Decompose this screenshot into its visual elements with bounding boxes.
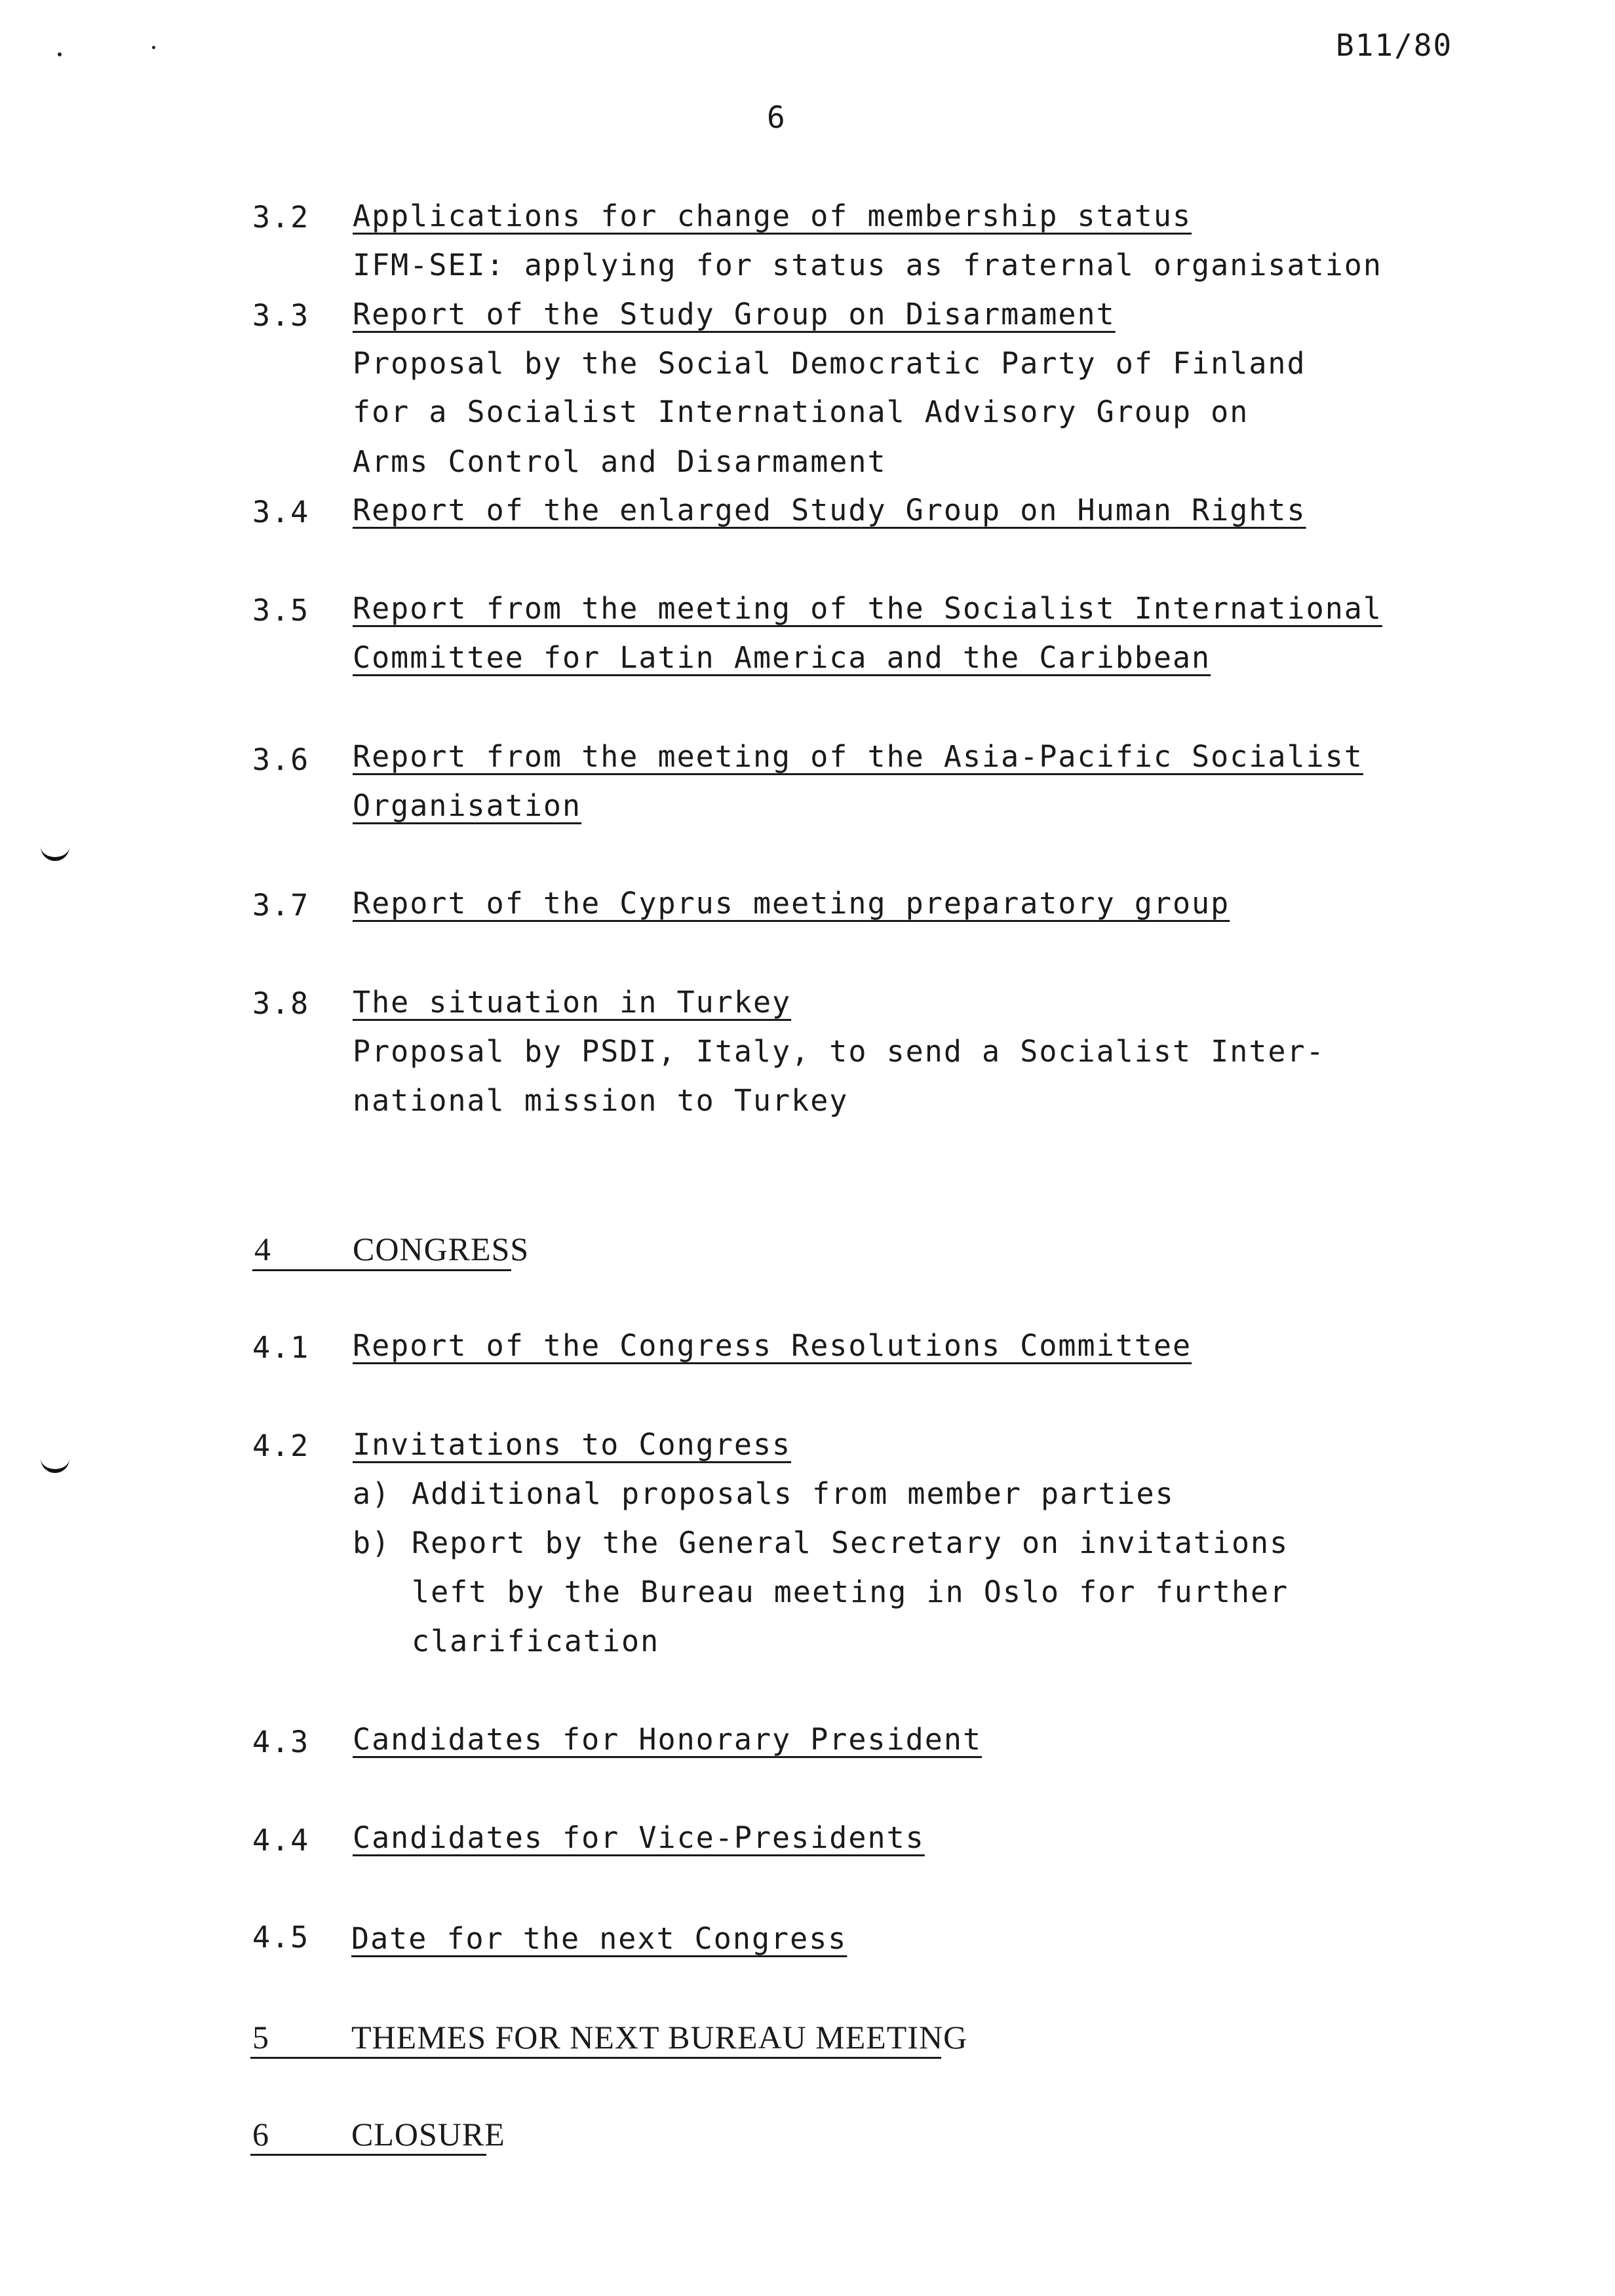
item-detail: for a Socialist International Advisory Group on — [353, 394, 1249, 429]
section-title: THEMES FOR NEXT BUREAU MEETING — [351, 2019, 968, 2056]
item-number: 4.5 — [252, 1920, 310, 1955]
sub-item-text: Additional proposals from member parties — [412, 1476, 1175, 1511]
item-title: Applications for change of membership status — [353, 199, 1192, 233]
section-number: 6 — [252, 2116, 269, 2152]
section-title: CONGRESS — [353, 1231, 530, 1267]
punch-mark — [41, 844, 69, 861]
item-number: 3.2 — [252, 200, 310, 235]
section-number: 4 — [254, 1231, 271, 1267]
item-number: 3.8 — [252, 986, 310, 1021]
item-number: 3.7 — [252, 888, 310, 923]
section-title: CLOSURE — [351, 2116, 505, 2152]
item-title: Report of the Study Group on Disarmament — [353, 297, 1116, 332]
section-rule — [252, 1269, 511, 1271]
sub-item-label: b) — [353, 1525, 391, 1560]
item-title: Organisation — [353, 788, 582, 823]
item-number: 3.3 — [252, 298, 310, 333]
item-detail: IFM-SEI: applying for status as fraternal organisation — [353, 248, 1382, 282]
scan-speck — [152, 46, 155, 49]
section-rule — [250, 2057, 941, 2059]
item-number: 4.2 — [252, 1428, 310, 1463]
sub-item-text: left by the Bureau meeting in Oslo for further — [412, 1575, 1289, 1609]
item-title: Report from the meeting of the Socialist International — [353, 591, 1382, 626]
item-number: 3.4 — [252, 495, 310, 529]
item-detail: Proposal by PSDI, Italy, to send a Socialist Inter- — [353, 1034, 1325, 1069]
item-number: 4.1 — [252, 1330, 310, 1365]
section-rule — [250, 2154, 486, 2156]
sub-item-label: a) — [353, 1476, 391, 1511]
item-title: Candidates for Vice-Presidents — [353, 1820, 925, 1855]
item-number: 3.5 — [252, 593, 310, 628]
item-title: Candidates for Honorary President — [353, 1722, 983, 1757]
item-title: Report of the Congress Resolutions Committee — [353, 1328, 1192, 1363]
sub-item-text: Report by the General Secretary on invitations — [412, 1525, 1289, 1560]
item-title: Report from the meeting of the Asia-Pacific Socialist — [353, 739, 1363, 774]
document-reference: B11/80 — [1336, 28, 1453, 63]
item-number: 4.3 — [252, 1725, 310, 1759]
item-detail: national mission to Turkey — [353, 1083, 849, 1118]
punch-mark — [41, 1456, 69, 1473]
item-title: Committee for Latin America and the Caribbean — [353, 640, 1211, 675]
item-number: 4.4 — [252, 1823, 310, 1858]
section-number: 5 — [252, 2019, 269, 2056]
item-title: Report of the Cyprus meeting preparatory group — [353, 886, 1230, 921]
item-detail: Arms Control and Disarmament — [353, 444, 887, 479]
sub-item-text: clarification — [412, 1624, 660, 1658]
scan-speck — [58, 52, 62, 56]
page-number: 6 — [767, 100, 787, 135]
item-title: Date for the next Congress — [351, 1921, 847, 1956]
item-detail: Proposal by the Social Democratic Party of Finland — [353, 346, 1306, 381]
item-title: Invitations to Congress — [353, 1427, 792, 1462]
item-number: 3.6 — [252, 742, 310, 777]
item-title: The situation in Turkey — [353, 985, 792, 1020]
item-title: Report of the enlarged Study Group on Human Rights — [353, 493, 1306, 527]
